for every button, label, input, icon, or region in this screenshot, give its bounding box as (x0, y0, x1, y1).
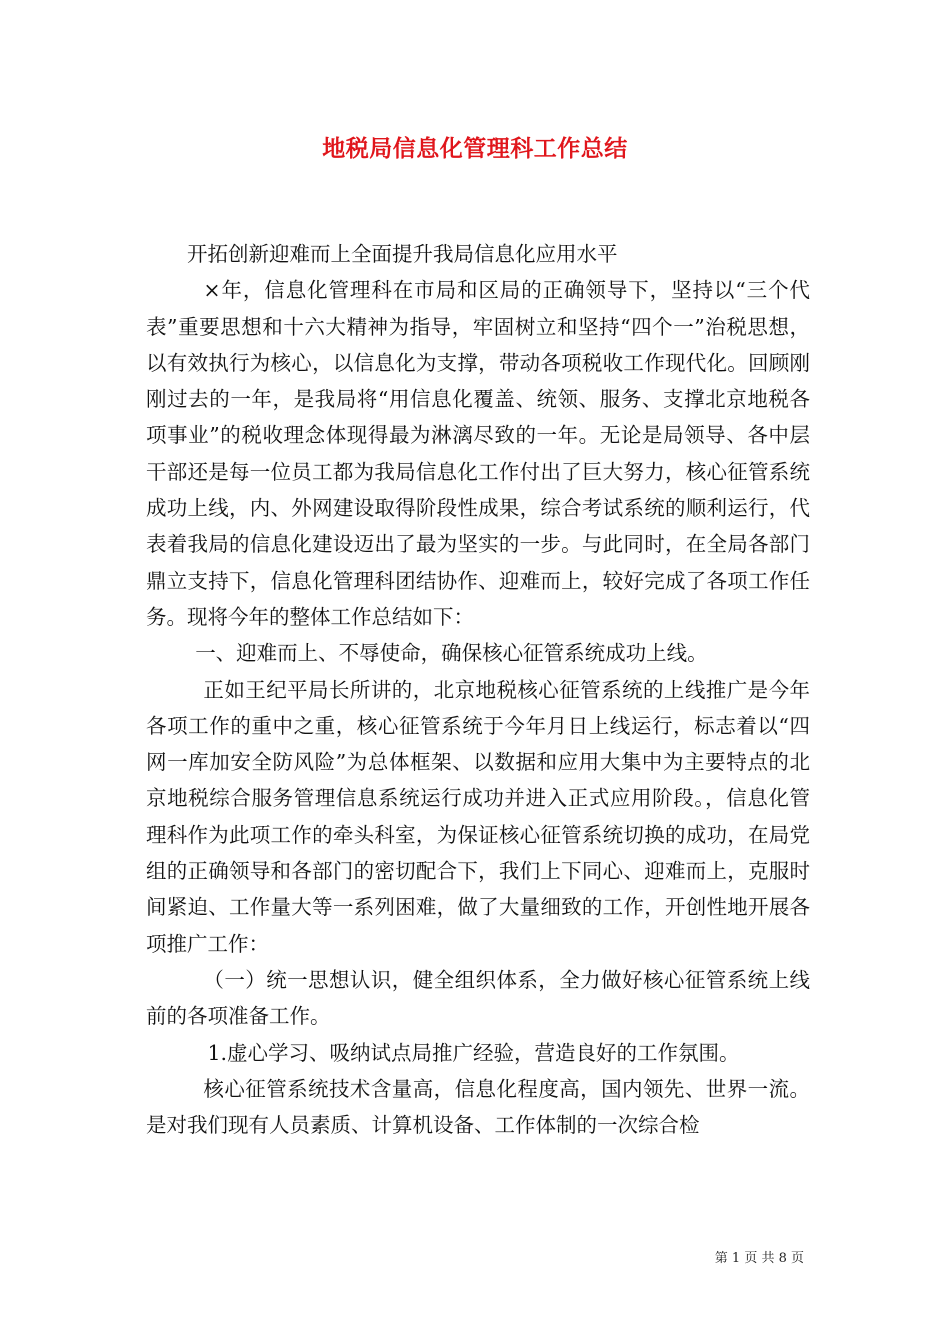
intro-paragraph: ×年，信息化管理科在市局和区局的正确领导下，坚持以“三个代表”重要思想和十六大精神为指导，牢固树立和坚持“四个一”治税思想，以有效执行为核心，以信息化为支撑，带动各项税收工作现代化。回顾刚刚过去的一年，是我局将“用信息化覆盖、统领、服务、支撑北京地税各项事业”的税收理念体现得最为淋漓尽致的一年。无论是局领导、各中层干部还是每一位员工都为我局信息化工作付出了巨大努力，核心征管系统成功上线，内、外网建设取得阶段性成果，综合考试系统的顺利运行，代表着我局的信息化建设迈出了最为坚实的一步。与此同时，在全局各部门鼎立支持下，信息化管理科团结协作、迎难而上，较好完成了各项工作任务。现将今年的整体工作总结如下： (146, 278, 810, 629)
subsection-heading-1: （一）统一思想认识，健全组织体系，全力做好核心征管系统上线前的各项准备工作。 (146, 967, 810, 1029)
section-1-paragraph: 正如王纪平局长所讲的，北京地税核心征管系统的上线推广是今年各项工作的重中之重，核心征管系统于今年月日上线运行，标志着以“四网一库加安全防风险”为总体框架、以数据和应用大集中为主要特点的北京地税综合服务管理信息系统运行成功并进入正式应用阶段。，信息化管理科作为此项工作的牵头科室，为保证核心征管系统切换的成功，在局党组的正确领导和各部门的密切配合下，我们上下同心、迎难而上，克服时间紧迫、工作量大等一系列困难，做了大量细致的工作，开创性地开展各项推广工作： (146, 677, 810, 956)
document-title: 地税局信息化管理科工作总结 (322, 135, 628, 162)
document-body (146, 236, 810, 1143)
section-heading-1: 一、迎难而上、不辱使命，确保核心征管系统成功上线。 (195, 641, 708, 666)
item-heading-1: 1.虚心学习、吸纳试点局推广经验，营造良好的工作氛围。 (207, 1040, 740, 1065)
page-number: 第 1 页 共 8 页 (714, 1251, 804, 1266)
subtitle-paragraph: 开拓创新迎难而上全面提升我局信息化应用水平 (187, 242, 618, 266)
item-1-paragraph: 核心征管系统技术含量高，信息化程度高，国内领先、世界一流。是对我们现有人员素质、计算机设备、工作体制的一次综合检 (146, 1076, 810, 1138)
